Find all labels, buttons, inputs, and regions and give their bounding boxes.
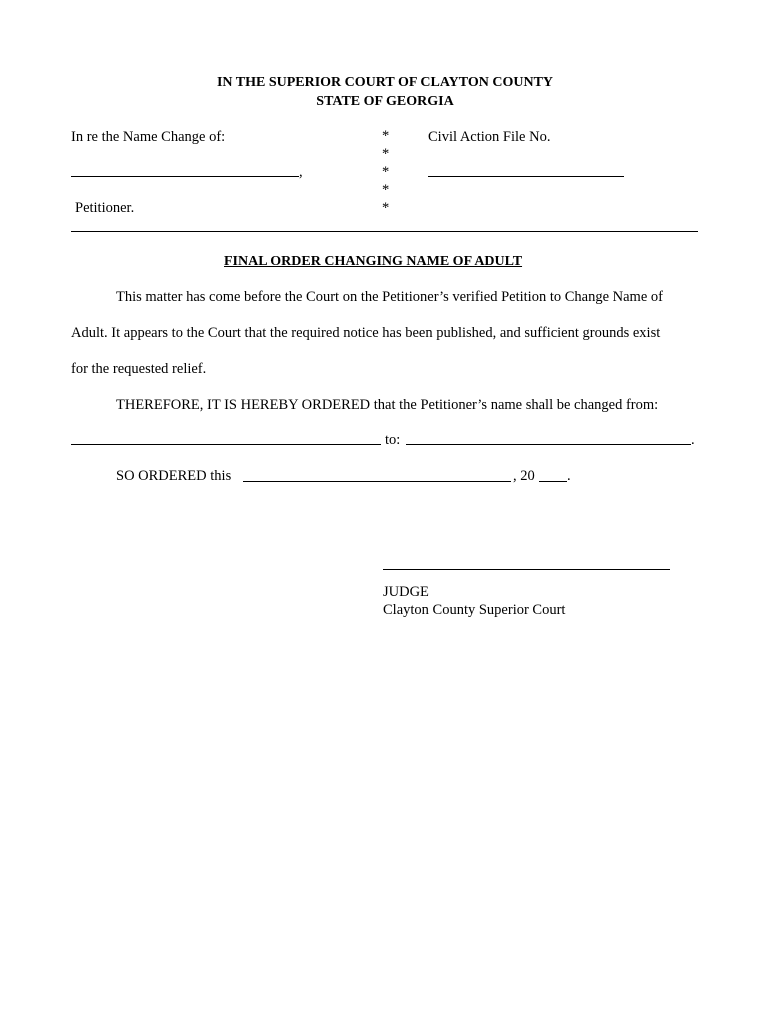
civil-action-number-blank[interactable]: [428, 176, 624, 177]
so-ordered-label: SO ORDERED this: [116, 468, 232, 484]
petitioner-name-blank[interactable]: [71, 176, 299, 177]
old-name-blank[interactable]: [71, 444, 381, 445]
caption-asterisk: *: [382, 146, 390, 162]
caption-asterisk: *: [382, 164, 390, 180]
court-header-line1: IN THE SUPERIOR COURT OF CLAYTON COUNTY: [216, 75, 554, 90]
to-label: to:: [385, 432, 401, 448]
to-line-period: .: [691, 432, 695, 448]
court-header-line2: STATE OF GEORGIA: [316, 94, 454, 109]
caption-asterisk: *: [382, 128, 390, 144]
order-date-blank[interactable]: [243, 481, 511, 482]
in-re-label: In re the Name Change of:: [71, 129, 226, 145]
judge-label: JUDGE: [383, 584, 429, 600]
judge-signature-line[interactable]: [383, 569, 670, 570]
year-suffix: .: [567, 468, 571, 484]
paragraph-2: THEREFORE, IT IS HEREBY ORDERED that the Petitioner’s name shall be changed from:: [116, 397, 659, 413]
paragraph-1-line-2: Adult. It appears to the Court that the required notice has been published, and sufficient grounds exist: [71, 325, 661, 341]
new-name-blank[interactable]: [406, 444, 691, 445]
caption-asterisk: *: [382, 182, 390, 198]
paragraph-1-line-3: for the requested relief.: [71, 361, 207, 377]
order-title: FINAL ORDER CHANGING NAME OF ADULT: [224, 254, 523, 269]
petitioner-label: Petitioner.: [75, 200, 135, 216]
year-prefix: , 20: [513, 468, 535, 484]
civil-action-label: Civil Action File No.: [428, 129, 551, 145]
year-blank[interactable]: [539, 481, 567, 482]
caption-divider: [71, 231, 698, 232]
paragraph-1-line-1: This matter has come before the Court on the Petitioner’s verified Petition to Change Name of: [116, 289, 663, 305]
petitioner-comma: ,: [299, 164, 303, 180]
court-name-label: Clayton County Superior Court: [383, 602, 566, 618]
caption-asterisk: *: [382, 200, 390, 216]
